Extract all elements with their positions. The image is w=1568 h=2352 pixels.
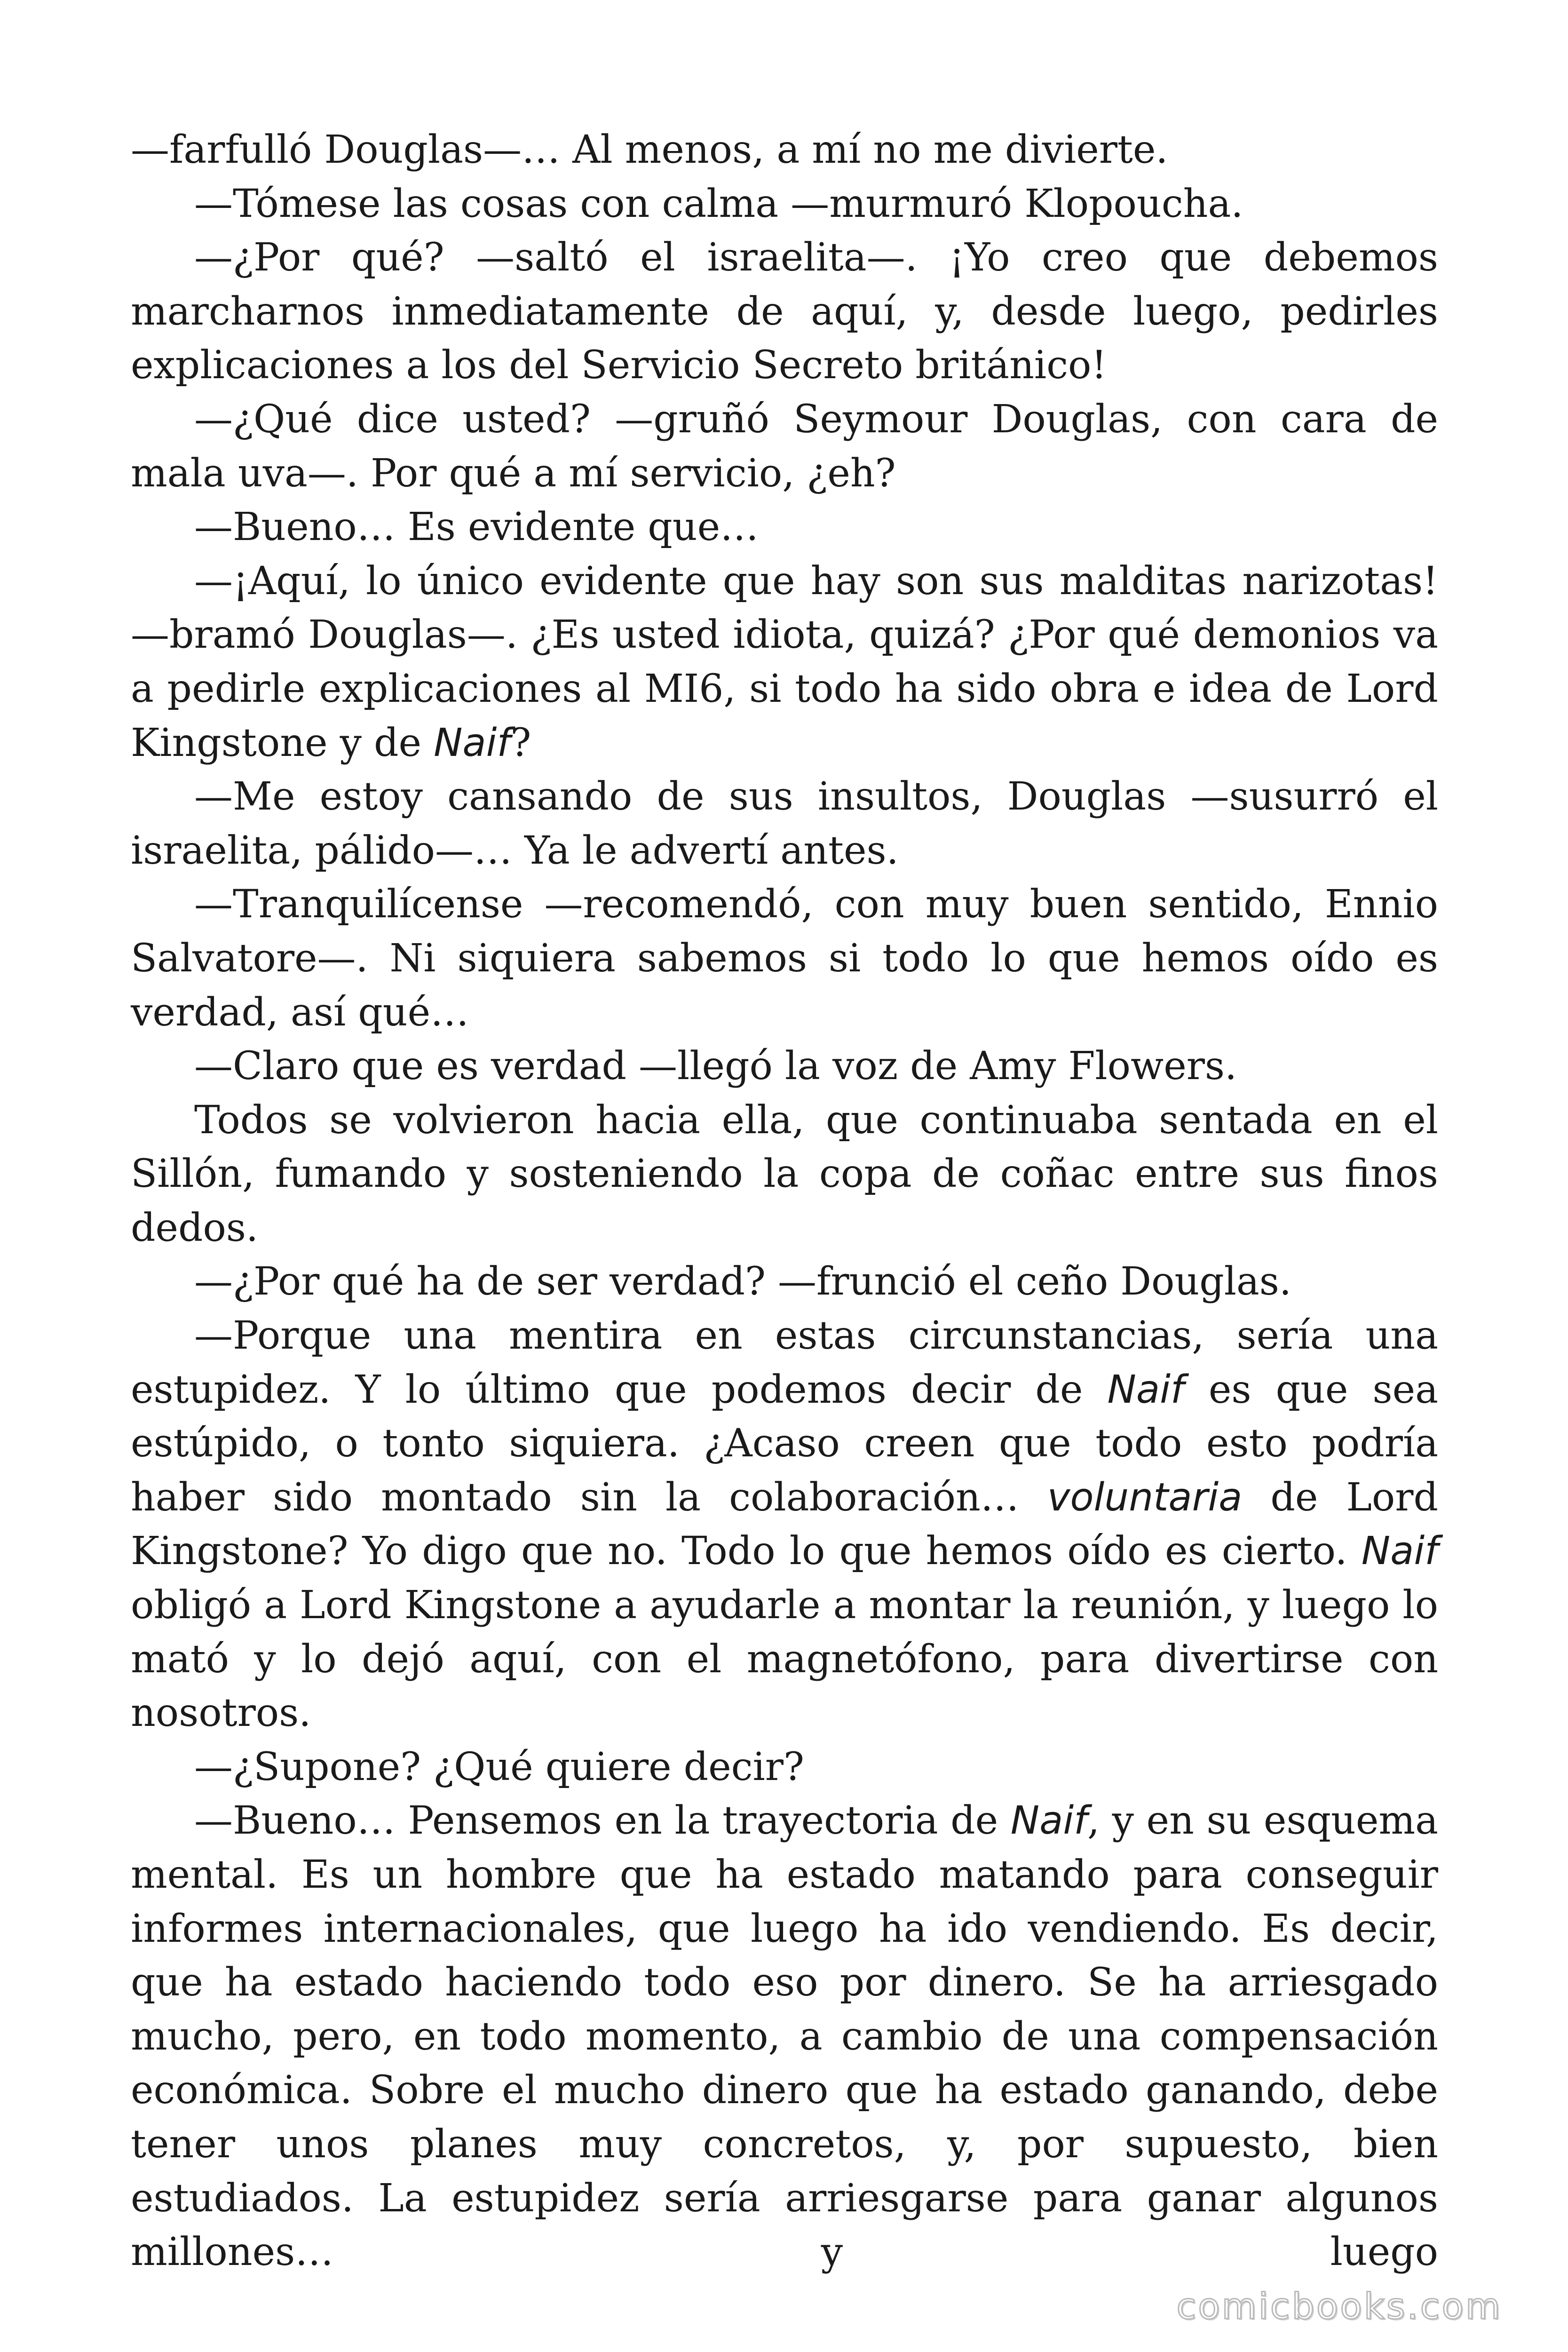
paragraph-text: , y en su esquema mental. Es un hombre que ha estado matando para conseguir informes internacionales, que luego ha ido vendiendo. Es decir, que ha estado haciendo todo eso por dinero. Se ha arriesgado mucho, pero, en todo momento, a cambio de una compensación económica. Sobre el mucho dinero que ha estado ganando, debe tener unos planes muy concretos, y, por supuesto, bien estudiados. La estupidez sería arriesgarse para ganar algunos millones… y luego bbox=[131, 1798, 1439, 2275]
italic-text: Naif bbox=[434, 720, 511, 765]
paragraph bbox=[131, 393, 1438, 501]
paragraph bbox=[131, 1094, 1438, 1255]
italic-text: Naif bbox=[1361, 1529, 1438, 1574]
italic-text: Naif bbox=[1010, 1798, 1088, 1843]
paragraph bbox=[131, 878, 1438, 1040]
book-page-text bbox=[131, 123, 1438, 2280]
italic-text: voluntaria bbox=[1047, 1475, 1243, 1520]
paragraph bbox=[131, 231, 1438, 393]
paragraph-text: ? bbox=[510, 720, 531, 765]
paragraph-text: —¿Por qué? —saltó el israelita—. ¡Yo creo que debemos marcharnos inmediatamente de aquí, y, desde luego, pedirles explicaciones a los del Servicio Secreto británico! bbox=[131, 235, 1438, 388]
paragraph-text: —¿Supone? ¿Qué quiere decir? bbox=[194, 1744, 804, 1789]
paragraph-text: Todos se volvieron hacia ella, que continuaba sentada en el Sillón, fumando y sosteniendo la copa de coñac entre sus finos dedos. bbox=[131, 1097, 1438, 1250]
paragraph-text: —Tómese las cosas con calma —murmuró Klopoucha. bbox=[194, 181, 1243, 226]
paragraph bbox=[131, 177, 1438, 231]
paragraph bbox=[131, 1740, 1438, 1795]
watermark-text: comicbooks.com bbox=[1176, 2285, 1502, 2327]
paragraph-text: de Lord Kingstone? Yo digo que no. Todo lo que hemos oído es cierto. bbox=[131, 1475, 1438, 1574]
paragraph-text: —¿Qué dice usted? —gruñó Seymour Douglas, con cara de mala uva—. Por qué a mí servicio, ¿eh? bbox=[131, 397, 1438, 496]
paragraph bbox=[131, 1794, 1438, 2279]
paragraph bbox=[131, 1309, 1438, 1740]
paragraph-text: —farfulló Douglas—… Al menos, a mí no me divierte. bbox=[131, 127, 1168, 172]
paragraph bbox=[131, 555, 1438, 770]
italic-text: Naif bbox=[1107, 1367, 1184, 1412]
paragraph-text: obligó a Lord Kingstone a ayudarle a montar la reunión, y luego lo mató y lo dejó aquí, con el magnetófono, para divertirse con nosotros. bbox=[131, 1583, 1438, 1736]
paragraph-text: —Bueno… Es evidente que… bbox=[194, 505, 759, 550]
paragraph-text: —Bueno… Pensemos en la trayectoria de bbox=[194, 1798, 1011, 1843]
paragraph-text: —Me estoy cansando de sus insultos, Douglas —susurró el israelita, pálido—… Ya le advertí antes. bbox=[131, 774, 1438, 873]
paragraph-text: —¡Aquí, lo único evidente que hay son sus malditas narizotas! —bramó Douglas—. ¿Es usted idiota, quizá? ¿Por qué demonios va a pedirle explicaciones al MI6, si todo ha sido obra e idea de Lord Kingstone y de bbox=[131, 558, 1438, 765]
paragraph-text: es que sea estúpido, o tonto siquiera. ¿Acaso creen que todo esto podría haber sido montado sin la colaboración… bbox=[131, 1367, 1438, 1520]
paragraph-text: —Tranquilícense —recomendó, con muy buen sentido, Ennio Salvatore—. Ni siquiera sabemos si todo lo que hemos oído es verdad, así qué… bbox=[131, 882, 1438, 1035]
paragraph bbox=[131, 501, 1438, 555]
paragraph-text: —¿Por qué ha de ser verdad? —frunció el ceño Douglas. bbox=[194, 1259, 1291, 1304]
paragraph bbox=[131, 123, 1438, 177]
paragraph-text: —Claro que es verdad —llegó la voz de Amy Flowers. bbox=[194, 1044, 1237, 1089]
paragraph bbox=[131, 1040, 1438, 1094]
paragraph-text: —Porque una mentira en estas circunstancias, sería una estupidez. Y lo último que podemos decir de bbox=[131, 1313, 1438, 1412]
paragraph bbox=[131, 770, 1438, 878]
paragraph bbox=[131, 1255, 1438, 1309]
